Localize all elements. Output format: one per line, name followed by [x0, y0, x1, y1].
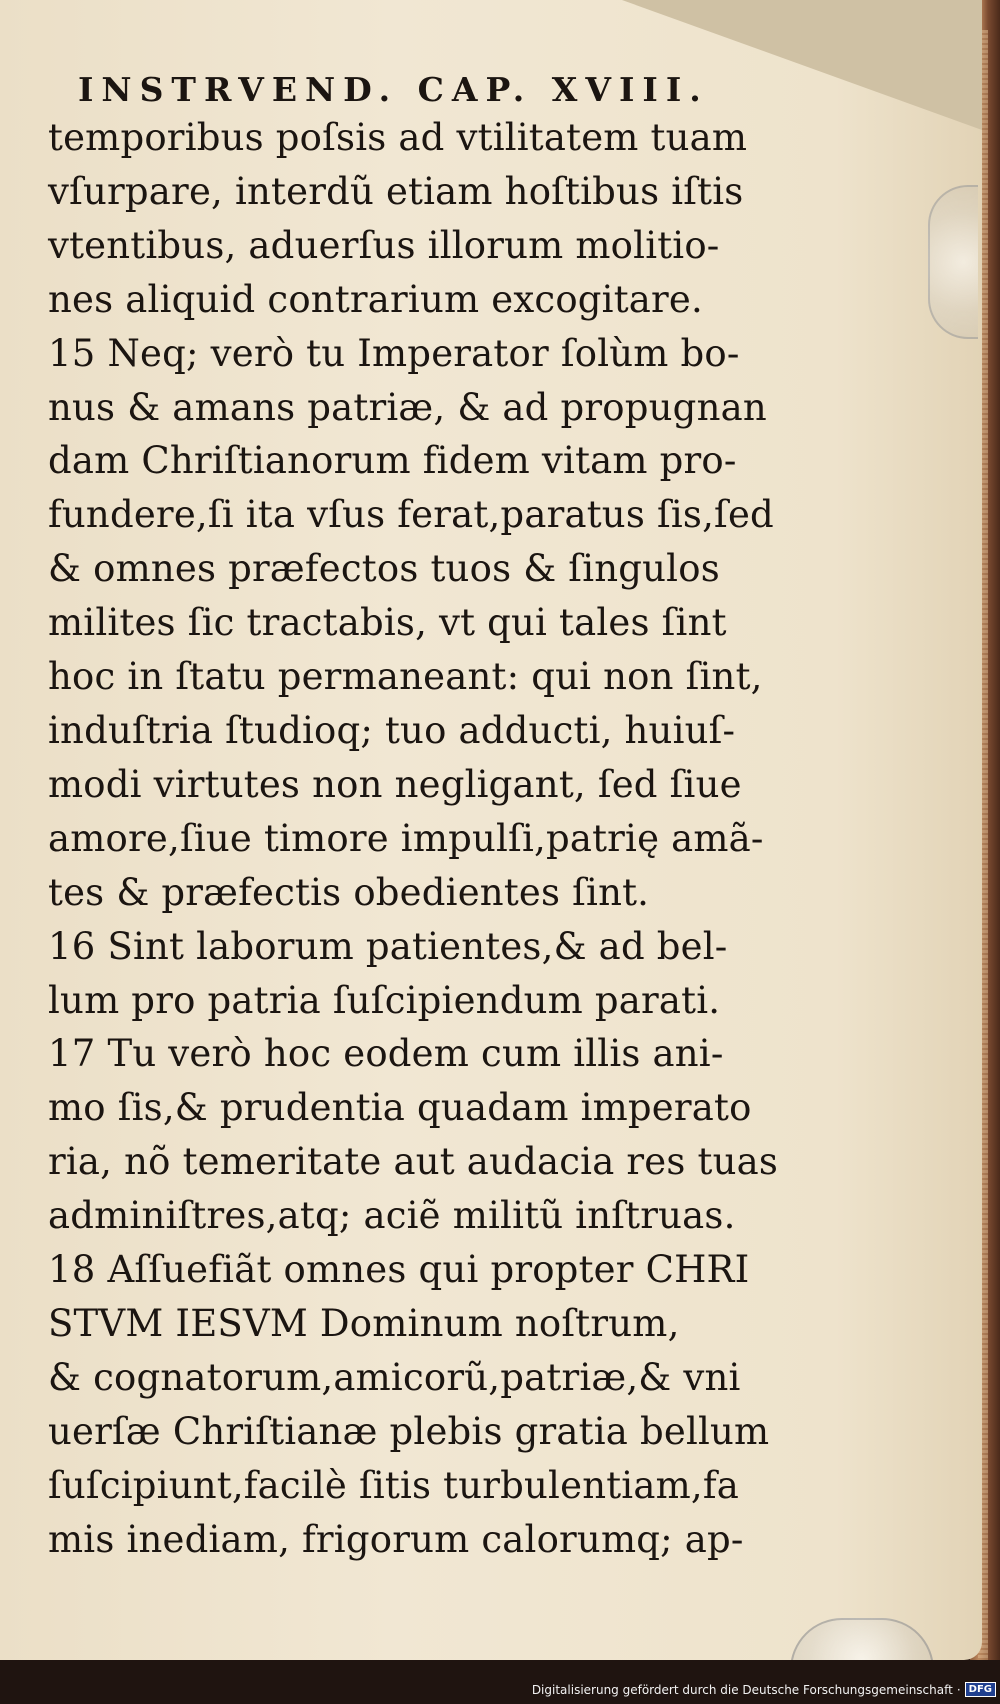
- text-line: vſurpare, interdũ etiam hoſtibus iſtis: [48, 169, 744, 213]
- text-line: ſuſcipiunt,facilè ſitis turbulentiam,fa: [48, 1463, 739, 1507]
- glass-weight-right: [928, 185, 978, 339]
- text-line: milites ſic tractabis, vt qui tales ſint: [48, 601, 727, 645]
- dfg-logo: DFG: [965, 1682, 996, 1697]
- text-line: hoc in ſtatu permaneant: qui non ſint,: [48, 655, 763, 699]
- text-line: amore,ſiue timore impulſi,patrię amã-: [48, 816, 764, 860]
- text-line: 18 Aſſuefiãt omnes qui propter CHRI: [48, 1248, 750, 1292]
- running-head: INSTRVEND. CAP. XVIII.: [78, 70, 709, 109]
- text-line: & omnes præfectos tuos & ſingulos: [48, 547, 720, 591]
- text-lines: [48, 111, 779, 1566]
- text-line: lum pro patria ſuſcipiendum parati.: [48, 978, 721, 1022]
- text-line: adminiſtres,atq; aciẽ militũ inſtruas.: [48, 1194, 736, 1238]
- digitization-credit: Digitalisierung gefördert durch die Deutsche Forschungsgemeinschaft · DFG: [532, 1682, 996, 1697]
- text-line: 17 Tu verò hoc eodem cum illis ani-: [48, 1032, 724, 1076]
- text-line: nes aliquid contrarium excogitare.: [48, 277, 703, 321]
- page-text: [48, 70, 779, 1566]
- text-line: STVM IESVM Dominum noſtrum,: [48, 1301, 680, 1345]
- text-line: tes & præfectis obedientes ſint.: [48, 870, 650, 914]
- text-line: & cognatorum,amicorũ,patriæ,& vni: [48, 1355, 741, 1399]
- text-line: 16 Sint laborum patientes,& ad bel-: [48, 924, 728, 968]
- text-line: induſtria ſtudioq; tuo adducti, huiuſ-: [48, 708, 736, 752]
- text-line: mis inediam, frigorum calorumq; ap-: [48, 1517, 744, 1561]
- folded-corner: [622, 0, 982, 130]
- text-line: uerſæ Chriſtianæ plebis gratia bellum: [48, 1409, 770, 1453]
- text-line: dam Chriſtianorum fidem vitam pro-: [48, 439, 737, 483]
- text-line: ria, nõ temeritate aut audacia res tuas: [48, 1140, 779, 1184]
- text-line: temporibus poſsis ad vtilitatem tuam: [48, 116, 748, 159]
- text-line: fundere,ſi ita vſus ferat,paratus ſis,ſed: [48, 493, 774, 537]
- text-line: 15 Neq; verò tu Imperator ſolùm bo-: [48, 331, 740, 375]
- text-line: nus & amans patriæ, & ad propugnan: [48, 385, 767, 429]
- text-line: mo ſis,& prudentia quadam imperato: [48, 1086, 752, 1130]
- text-line: modi virtutes non negligant, ſed ſiue: [48, 762, 742, 806]
- text-line: vtentibus, aduerſus illorum molitio-: [48, 223, 720, 267]
- credit-text: Digitalisierung gefördert durch die Deutsche Forschungsgemeinschaft: [531, 1682, 953, 1697]
